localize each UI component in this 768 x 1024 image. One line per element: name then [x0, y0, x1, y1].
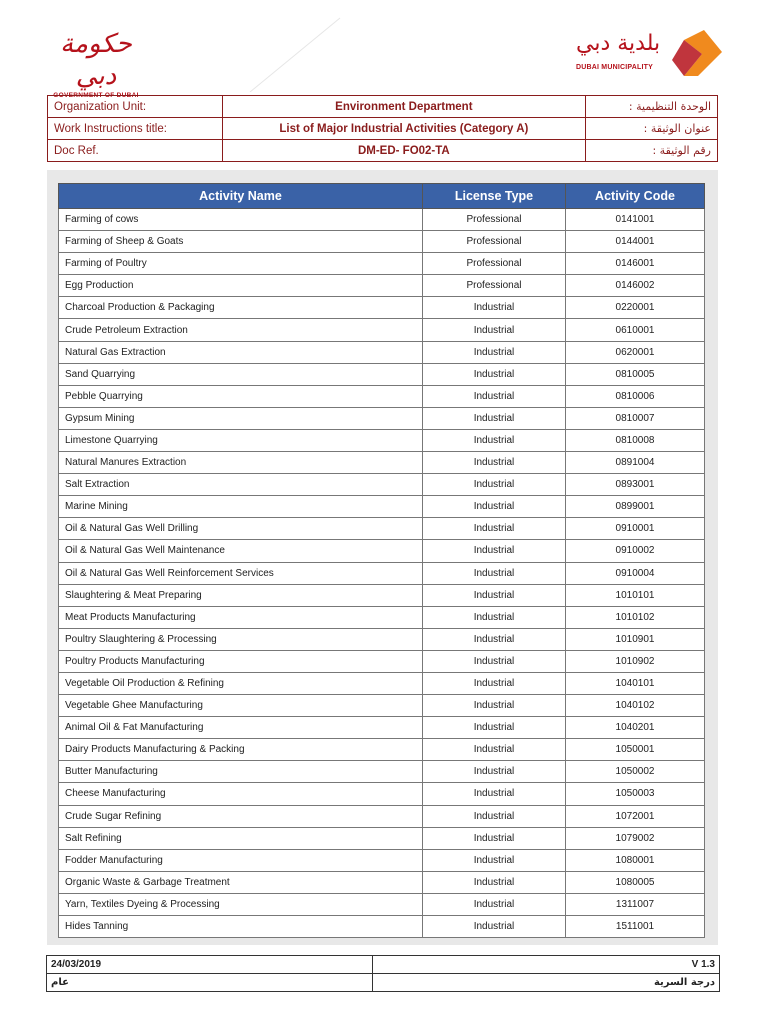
- activity-code-cell: 1010901: [566, 628, 705, 650]
- activity-name-cell: Natural Manures Extraction: [59, 452, 423, 474]
- activity-name-cell: Oil & Natural Gas Well Maintenance: [59, 540, 423, 562]
- activity-name-cell: Sand Quarrying: [59, 363, 423, 385]
- activity-name-cell: Cheese Manufacturing: [59, 783, 423, 805]
- activity-code-cell: 1050003: [566, 783, 705, 805]
- activity-name-cell: Oil & Natural Gas Well Reinforcement Services: [59, 562, 423, 584]
- license-type-cell: Industrial: [423, 783, 566, 805]
- table-row: [59, 672, 705, 694]
- meta-value: Environment Department: [222, 96, 585, 118]
- table-row: [59, 562, 705, 584]
- activity-code-cell: 1040102: [566, 695, 705, 717]
- activity-name-cell: Poultry Products Manufacturing: [59, 650, 423, 672]
- activity-code-cell: 0910001: [566, 518, 705, 540]
- activity-code-cell: 1010102: [566, 606, 705, 628]
- activity-name-cell: Crude Sugar Refining: [59, 805, 423, 827]
- dubai-municipality-logo: [576, 30, 726, 80]
- activity-code-cell: 0810006: [566, 385, 705, 407]
- activity-name-cell: Gypsum Mining: [59, 407, 423, 429]
- table-row: [59, 628, 705, 650]
- meta-label: Organization Unit:: [48, 96, 223, 118]
- activity-code-cell: 1050002: [566, 761, 705, 783]
- activity-code-cell: 1311007: [566, 893, 705, 915]
- activity-code-cell: 0146001: [566, 253, 705, 275]
- table-row: [59, 407, 705, 429]
- table-row: [59, 429, 705, 451]
- table-row: [59, 231, 705, 253]
- activity-name-cell: Charcoal Production & Packaging: [59, 297, 423, 319]
- activity-code-cell: 0810007: [566, 407, 705, 429]
- table-row: [59, 827, 705, 849]
- activity-name-cell: Vegetable Ghee Manufacturing: [59, 695, 423, 717]
- table-body: [59, 209, 705, 938]
- muni-logo-english: DUBAI MUNICIPALITY: [576, 64, 653, 71]
- meta-label-ar: عنوان الوثيقة :: [586, 118, 718, 140]
- license-type-cell: Industrial: [423, 452, 566, 474]
- activity-code-cell: 0220001: [566, 297, 705, 319]
- license-type-cell: Industrial: [423, 474, 566, 496]
- meta-label: Work Instructions title:: [48, 118, 223, 140]
- license-type-cell: Industrial: [423, 584, 566, 606]
- activity-name-cell: Organic Waste & Garbage Treatment: [59, 871, 423, 893]
- license-type-cell: Industrial: [423, 341, 566, 363]
- table-row: [59, 916, 705, 938]
- meta-row: [48, 140, 718, 162]
- meta-label-ar: رقم الوثيقة :: [586, 140, 718, 162]
- column-header-activity-code: Activity Code: [566, 184, 705, 209]
- activity-code-cell: 0141001: [566, 209, 705, 231]
- license-type-cell: Industrial: [423, 496, 566, 518]
- activity-name-cell: Poultry Slaughtering & Processing: [59, 628, 423, 650]
- table-row: [59, 695, 705, 717]
- meta-row: [48, 118, 718, 140]
- meta-value: List of Major Industrial Activities (Category A): [222, 118, 585, 140]
- license-type-cell: Industrial: [423, 849, 566, 871]
- license-type-cell: Industrial: [423, 518, 566, 540]
- gov-logo-arabic: حكومة دبي: [60, 29, 132, 91]
- activity-name-cell: Butter Manufacturing: [59, 761, 423, 783]
- license-type-cell: Industrial: [423, 761, 566, 783]
- activity-name-cell: Salt Extraction: [59, 474, 423, 496]
- table-row: [59, 518, 705, 540]
- activity-name-cell: Hides Tanning: [59, 916, 423, 938]
- license-type-cell: Industrial: [423, 606, 566, 628]
- activity-name-cell: Vegetable Oil Production & Refining: [59, 672, 423, 694]
- table-row: [59, 275, 705, 297]
- table-row: [59, 739, 705, 761]
- muni-emblem-icon: [664, 30, 724, 78]
- meta-row: [48, 96, 718, 118]
- license-type-cell: Industrial: [423, 695, 566, 717]
- activities-table: [58, 183, 705, 938]
- government-of-dubai-logo: [46, 28, 146, 99]
- activity-code-cell: 0810005: [566, 363, 705, 385]
- table-row: [59, 209, 705, 231]
- table-header-row: [59, 184, 705, 209]
- footer-row: [47, 956, 720, 974]
- activity-name-cell: Farming of Poultry: [59, 253, 423, 275]
- activity-code-cell: 1050001: [566, 739, 705, 761]
- table-row: [59, 761, 705, 783]
- activity-code-cell: 0620001: [566, 341, 705, 363]
- activity-code-cell: 0910004: [566, 562, 705, 584]
- activity-name-cell: Dairy Products Manufacturing & Packing: [59, 739, 423, 761]
- table-row: [59, 893, 705, 915]
- table-row: [59, 783, 705, 805]
- activity-name-cell: Limestone Quarrying: [59, 429, 423, 451]
- table-row: [59, 717, 705, 739]
- activity-name-cell: Egg Production: [59, 275, 423, 297]
- activity-name-cell: Crude Petroleum Extraction: [59, 319, 423, 341]
- footer-classification-value: عام: [47, 974, 373, 992]
- table-row: [59, 363, 705, 385]
- table-row: [59, 474, 705, 496]
- table-row: [59, 297, 705, 319]
- table-row: [59, 606, 705, 628]
- license-type-cell: Industrial: [423, 893, 566, 915]
- meta-label: Doc Ref.: [48, 140, 223, 162]
- activity-name-cell: Farming of Sheep & Goats: [59, 231, 423, 253]
- license-type-cell: Industrial: [423, 407, 566, 429]
- license-type-cell: Industrial: [423, 540, 566, 562]
- activity-name-cell: Marine Mining: [59, 496, 423, 518]
- activity-name-cell: Farming of cows: [59, 209, 423, 231]
- activity-code-cell: 0893001: [566, 474, 705, 496]
- activity-name-cell: Salt Refining: [59, 827, 423, 849]
- meta-label-ar: الوحدة التنظيمية :: [586, 96, 718, 118]
- license-type-cell: Professional: [423, 253, 566, 275]
- footer-date: 24/03/2019: [47, 956, 373, 974]
- license-type-cell: Professional: [423, 231, 566, 253]
- license-type-cell: Industrial: [423, 297, 566, 319]
- footer-row: [47, 974, 720, 992]
- document-meta-table: [47, 95, 718, 162]
- activity-name-cell: Natural Gas Extraction: [59, 341, 423, 363]
- license-type-cell: Industrial: [423, 916, 566, 938]
- license-type-cell: Industrial: [423, 429, 566, 451]
- activity-code-cell: 1040201: [566, 717, 705, 739]
- activity-code-cell: 1010902: [566, 650, 705, 672]
- page-header: [0, 0, 768, 99]
- activity-code-cell: 1010101: [566, 584, 705, 606]
- license-type-cell: Industrial: [423, 562, 566, 584]
- activity-code-cell: 0891004: [566, 452, 705, 474]
- table-row: [59, 805, 705, 827]
- activity-code-cell: 1079002: [566, 827, 705, 849]
- table-row: [59, 253, 705, 275]
- table-row: [59, 341, 705, 363]
- activity-code-cell: 1072001: [566, 805, 705, 827]
- activity-code-cell: 1080001: [566, 849, 705, 871]
- license-type-cell: Industrial: [423, 827, 566, 849]
- muni-logo-arabic: بلدية دبي: [576, 31, 661, 56]
- activity-code-cell: 1080005: [566, 871, 705, 893]
- activity-code-cell: 0144001: [566, 231, 705, 253]
- license-type-cell: Industrial: [423, 871, 566, 893]
- gov-logo-english: GOVERNMENT OF DUBAI: [53, 92, 139, 99]
- license-type-cell: Industrial: [423, 628, 566, 650]
- meta-value: DM-ED- FO02-TA: [222, 140, 585, 162]
- table-row: [59, 871, 705, 893]
- column-header-activity-name: Activity Name: [59, 184, 423, 209]
- license-type-cell: Industrial: [423, 805, 566, 827]
- column-header-license-type: License Type: [423, 184, 566, 209]
- license-type-cell: Industrial: [423, 672, 566, 694]
- license-type-cell: Industrial: [423, 385, 566, 407]
- footer-version: V 1.3: [373, 956, 720, 974]
- license-type-cell: Industrial: [423, 717, 566, 739]
- license-type-cell: Industrial: [423, 363, 566, 385]
- license-type-cell: Professional: [423, 275, 566, 297]
- activity-name-cell: Slaughtering & Meat Preparing: [59, 584, 423, 606]
- table-row: [59, 452, 705, 474]
- activity-name-cell: Pebble Quarrying: [59, 385, 423, 407]
- activity-code-cell: 0810008: [566, 429, 705, 451]
- activity-code-cell: 1040101: [566, 672, 705, 694]
- table-row: [59, 496, 705, 518]
- footer-classification-label: درجة السرية: [373, 974, 720, 992]
- activity-name-cell: Yarn, Textiles Dyeing & Processing: [59, 893, 423, 915]
- activity-name-cell: Meat Products Manufacturing: [59, 606, 423, 628]
- activity-name-cell: Oil & Natural Gas Well Drilling: [59, 518, 423, 540]
- license-type-cell: Professional: [423, 209, 566, 231]
- table-row: [59, 650, 705, 672]
- table-row: [59, 319, 705, 341]
- activity-code-cell: 0910002: [566, 540, 705, 562]
- table-row: [59, 849, 705, 871]
- table-row: [59, 385, 705, 407]
- activity-code-cell: 0146002: [566, 275, 705, 297]
- activity-name-cell: Animal Oil & Fat Manufacturing: [59, 717, 423, 739]
- activity-code-cell: 0899001: [566, 496, 705, 518]
- table-row: [59, 584, 705, 606]
- license-type-cell: Industrial: [423, 650, 566, 672]
- activity-code-cell: 1511001: [566, 916, 705, 938]
- activity-name-cell: Fodder Manufacturing: [59, 849, 423, 871]
- table-row: [59, 540, 705, 562]
- document-footer-table: [46, 955, 720, 992]
- license-type-cell: Industrial: [423, 319, 566, 341]
- activity-code-cell: 0610001: [566, 319, 705, 341]
- license-type-cell: Industrial: [423, 739, 566, 761]
